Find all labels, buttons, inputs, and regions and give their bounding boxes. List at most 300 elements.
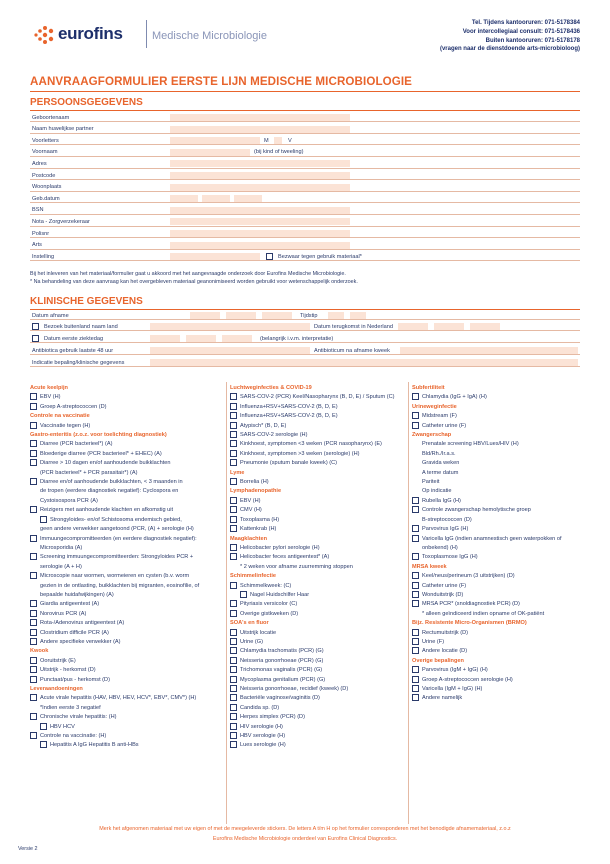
indicatie-input[interactable] — [150, 359, 578, 366]
personal-field-input[interactable] — [170, 218, 350, 225]
check-option[interactable] — [230, 657, 406, 666]
personal-field-input[interactable] — [170, 114, 350, 121]
check-option[interactable] — [230, 431, 406, 440]
check-option[interactable] — [230, 412, 406, 421]
sub-checkbox[interactable] — [40, 741, 47, 748]
option-label: Chlamydia (IgG + IgA) (H) — [422, 394, 487, 401]
personal-field-row — [30, 194, 580, 203]
option-label: Catheter urine (F) — [422, 582, 467, 589]
option-checkbox[interactable] — [412, 685, 419, 692]
sub-option[interactable] — [30, 723, 222, 732]
check-option[interactable] — [230, 582, 406, 591]
tijdstip-hh[interactable] — [328, 312, 344, 319]
option-label: Neisseria gonorrhoeae, recidief (kweek) (D) — [240, 686, 349, 692]
group-heading: Lymphadenopathie — [230, 488, 282, 495]
personal-field-row — [30, 206, 580, 215]
check-option[interactable] — [30, 694, 222, 703]
option-checkbox[interactable] — [412, 647, 419, 654]
personal-field-row — [30, 159, 580, 168]
terug-mm[interactable] — [434, 323, 464, 330]
check-option[interactable] — [412, 582, 580, 591]
option-checkbox[interactable] — [230, 610, 237, 617]
check-option[interactable] — [230, 440, 406, 449]
column-middle — [230, 384, 406, 751]
column-divider — [226, 382, 227, 824]
option-checkbox[interactable] — [230, 478, 237, 485]
check-option[interactable] — [30, 732, 222, 741]
personal-field-label: Polisnr — [32, 230, 50, 237]
option-checkbox[interactable] — [230, 657, 237, 664]
bezwaar-checkbox[interactable] — [266, 253, 273, 260]
option-label: Urine (F) — [422, 638, 445, 645]
contact-line: Buiten kantooruren: 071-5178178 — [485, 37, 580, 44]
option-label: MRSA PCR* (snoldiagnostiek PCR) (D) — [422, 601, 520, 608]
option-checkbox[interactable] — [412, 600, 419, 607]
option-checkbox[interactable] — [30, 732, 37, 739]
option-label: Helicobacter pylori serologie (H) — [240, 544, 320, 551]
ziektedag-mm[interactable] — [186, 335, 216, 342]
datum-afname-dd[interactable] — [190, 312, 220, 319]
option-continuation: * alleen geïndiceerd indien opname of OK-patiënt — [422, 610, 545, 617]
option-label: Andere namelijk — [422, 695, 463, 702]
option-checkbox[interactable] — [412, 535, 419, 542]
check-option[interactable] — [230, 638, 406, 647]
option-checkbox[interactable] — [30, 553, 37, 560]
option-checkbox[interactable] — [412, 591, 419, 598]
option-checkbox[interactable] — [412, 629, 419, 636]
check-option[interactable] — [230, 450, 406, 459]
option-label: Diarree en/of aanhoudende buikklachten, < 3 maanden in — [40, 479, 183, 486]
row-antibiotica — [30, 346, 580, 355]
twin-note: (bij kind of tweeling) — [254, 149, 304, 156]
option-label: Chronische virale hepatitis: (H) — [40, 714, 117, 721]
option-checkbox[interactable] — [412, 638, 419, 645]
option-checkbox[interactable] — [230, 440, 237, 447]
antibioticum-input[interactable] — [400, 347, 578, 354]
option-checkbox[interactable] — [30, 440, 37, 447]
gender-m-box[interactable] — [274, 137, 282, 144]
datum-afname-yy[interactable] — [262, 312, 292, 319]
group-heading: Luchtweginfecties & COVID-19 — [230, 385, 312, 391]
check-option[interactable] — [230, 600, 406, 609]
option-label: Trichomonas vaginalis (PCR) (G) — [240, 667, 323, 674]
option-label: Bacteriële vaginose/vaginitis (D) — [240, 695, 320, 702]
option-label: Uitstrijk - herkomst (D) — [40, 667, 96, 674]
tijdstip-label: Tijdstip — [300, 312, 318, 319]
option-label: Andere specifieke verwekker (A) — [40, 638, 121, 645]
option-continuation: * 2 weken voor afname zuurremming stoppen — [240, 563, 353, 570]
option-checkbox[interactable] — [30, 478, 37, 485]
belangrijk-note: (belangrijk i.v.m. interpretatie) — [260, 335, 334, 342]
option-label: Midstream (F) — [422, 413, 457, 420]
brand-name: eurofins — [58, 24, 123, 43]
group-heading: Gastro-enteritis (z.o.z. voor toelichting diagnostiek) — [30, 432, 167, 439]
option-continuation: Microsporidia (A) — [40, 544, 83, 551]
personal-field-input[interactable] — [170, 172, 350, 179]
option-label: Lues serologie (H) — [240, 742, 286, 749]
section-clinical-heading: KLINISCHE GEGEVENS — [30, 296, 143, 307]
check-option[interactable] — [30, 393, 222, 402]
check-option[interactable] — [412, 506, 580, 515]
personal-field-input[interactable] — [170, 242, 350, 249]
check-option[interactable] — [30, 657, 222, 666]
footer — [0, 824, 610, 844]
option-label: Mycoplasma genitalium (PCR) (G) — [240, 676, 326, 683]
option-label: CMV (H) — [240, 507, 262, 514]
check-option[interactable] — [30, 619, 222, 628]
option-continuation: geen andere verwekker aangetoond (PCR, (A) + serologie (H) — [40, 526, 194, 533]
check-option[interactable] — [30, 422, 222, 431]
check-option[interactable] — [230, 516, 406, 525]
personal-field-label: Arts — [32, 242, 42, 249]
column-left — [30, 384, 222, 751]
personal-field-input[interactable] — [170, 207, 350, 214]
option-checkbox[interactable] — [230, 666, 237, 673]
group-heading: Controle na vaccinatie — [30, 413, 90, 420]
check-option[interactable] — [412, 393, 580, 402]
option-checkbox[interactable] — [30, 422, 37, 429]
option-label: Rectumuitstrijk (D) — [422, 629, 468, 636]
consent-block — [30, 270, 580, 286]
ziektedag-label: Datum eerste ziektedag — [44, 335, 104, 342]
option-checkbox[interactable] — [412, 666, 419, 673]
geb-dd[interactable] — [170, 195, 198, 202]
check-option[interactable] — [230, 506, 406, 515]
check-option[interactable] — [30, 572, 222, 581]
option-label: Groep A-streptococcen (D) — [40, 403, 107, 410]
check-option[interactable] — [230, 610, 406, 619]
option-checkbox[interactable] — [412, 553, 419, 560]
column-divider — [408, 382, 409, 824]
antibiotica-input[interactable] — [150, 347, 310, 354]
personal-field-input[interactable] — [170, 160, 350, 167]
option-checkbox[interactable] — [230, 713, 237, 720]
check-option[interactable] — [30, 629, 222, 638]
check-option[interactable] — [412, 412, 580, 421]
check-option[interactable] — [30, 676, 222, 685]
check-option[interactable] — [30, 713, 222, 722]
option-checkbox[interactable] — [30, 610, 37, 617]
option-checkbox[interactable] — [412, 393, 419, 400]
option-continuation: Gravida weken — [422, 460, 460, 467]
eurofins-dots-icon — [32, 25, 56, 45]
check-option[interactable] — [230, 422, 406, 431]
check-option[interactable] — [412, 694, 580, 703]
personal-field-row — [30, 171, 580, 180]
option-label: Influenza+RSV+SARS-COV-2 (B, D, E) — [240, 403, 338, 410]
sub-option[interactable] — [30, 516, 222, 525]
sub-option[interactable] — [230, 591, 406, 600]
row-ziektedag — [30, 334, 580, 343]
personal-field-input[interactable] — [170, 230, 350, 237]
check-option[interactable] — [412, 676, 580, 685]
option-label: Kinkhoest, symptomen <3 weken (PCR nasopharynx) (E) — [240, 441, 382, 448]
check-option[interactable] — [230, 629, 406, 638]
group-heading: SOA's en fluor — [230, 620, 269, 627]
sub-checkbox[interactable] — [240, 591, 247, 598]
option-checkbox[interactable] — [30, 638, 37, 645]
check-option[interactable] — [230, 459, 406, 468]
check-option[interactable] — [412, 553, 580, 562]
option-checkbox[interactable] — [230, 723, 237, 730]
row-bezoek — [30, 322, 580, 331]
check-option[interactable] — [412, 572, 580, 581]
voornaam-input[interactable] — [170, 149, 250, 156]
check-option[interactable] — [30, 553, 222, 562]
option-checkbox[interactable] — [230, 694, 237, 701]
personal-field-input[interactable] — [170, 184, 350, 191]
option-continuation: Cystoisospora PCR (A) — [40, 497, 98, 504]
check-option[interactable] — [230, 676, 406, 685]
option-checkbox[interactable] — [30, 676, 37, 683]
option-checkbox[interactable] — [230, 544, 237, 551]
group-heading: Zwangerschap — [412, 432, 452, 439]
personal-field-label: Instelling — [32, 253, 55, 260]
option-checkbox[interactable] — [30, 619, 37, 626]
option-label: Norovirus PCR (A) — [40, 610, 87, 617]
group-heading: Bijz. Resistente Micro-Organismen (BRMO) — [412, 620, 527, 627]
check-option[interactable] — [412, 497, 580, 506]
personal-field-label: BSN — [32, 207, 44, 214]
check-option[interactable] — [230, 723, 406, 732]
group-heading: Maagklachten — [230, 535, 267, 542]
check-option[interactable] — [412, 600, 580, 609]
instelling-input[interactable] — [170, 253, 260, 260]
ziektedag-checkbox[interactable] — [32, 335, 39, 342]
option-label: EBV (H) — [40, 394, 61, 401]
gender-m-label: M — [264, 137, 269, 144]
check-option[interactable] — [230, 685, 406, 694]
check-option[interactable] — [230, 403, 406, 412]
section-personal-heading: PERSOONSGEGEVENS — [30, 97, 143, 108]
datum-afname-mm[interactable] — [226, 312, 256, 319]
indicatie-label: Indicatie bepaling/klinische gegevens — [32, 359, 125, 366]
check-option[interactable] — [230, 497, 406, 506]
option-label: Diarree (PCR bacterieel*) (A) — [40, 441, 113, 448]
option-checkbox[interactable] — [230, 704, 237, 711]
option-label: Schimmelkweek: (C) — [240, 582, 292, 589]
option-checkbox[interactable] — [412, 506, 419, 513]
check-option[interactable] — [30, 610, 222, 619]
check-option[interactable] — [412, 525, 580, 534]
option-checkbox[interactable] — [230, 676, 237, 683]
option-checkbox[interactable] — [230, 412, 237, 419]
check-option[interactable] — [412, 647, 580, 656]
check-option[interactable] — [230, 704, 406, 713]
geb-mm[interactable] — [202, 195, 230, 202]
group-heading: Urineweginfectie — [412, 403, 457, 410]
option-checkbox[interactable] — [412, 412, 419, 419]
personal-field-row — [30, 136, 580, 145]
check-option[interactable] — [30, 450, 222, 459]
check-option[interactable] — [30, 403, 222, 412]
option-label: Herpes simplex (PCR) (D) — [240, 714, 305, 721]
terug-dd[interactable] — [398, 323, 428, 330]
option-checkbox[interactable] — [230, 403, 237, 410]
option-label: SARS-COV-2 (PCR) Keel/Nasopharynx (B, D, E) / Sputum (C) — [240, 394, 395, 401]
personal-field-label: Postcode — [32, 172, 56, 179]
option-label: Bloederige diarree (PCR bacterieel* + EHEC) (A) — [40, 450, 162, 457]
check-option[interactable] — [230, 713, 406, 722]
option-label: Borrelia (H) — [240, 479, 269, 486]
check-option[interactable] — [230, 732, 406, 741]
brand-subtitle: Medische Microbiologie — [152, 30, 267, 42]
option-checkbox[interactable] — [230, 741, 237, 748]
option-checkbox[interactable] — [30, 713, 37, 720]
option-checkbox[interactable] — [230, 647, 237, 654]
check-option[interactable] — [30, 478, 222, 487]
check-option[interactable] — [230, 553, 406, 562]
option-label: Clostridium difficile PCR (A) — [40, 629, 109, 636]
option-continuation: A terme datum — [422, 469, 459, 476]
option-label: Influenza+RSV+SARS-COV-2 (B, D, E) — [240, 413, 338, 420]
check-option[interactable] — [230, 666, 406, 675]
bezoek-land-input[interactable] — [150, 323, 310, 330]
check-option[interactable] — [30, 440, 222, 449]
option-checkbox[interactable] — [230, 422, 237, 429]
option-checkbox[interactable] — [230, 732, 237, 739]
contact-note: (vragen naar de dienstdoende arts-microbioloog) — [439, 46, 580, 53]
check-option[interactable] — [412, 591, 580, 600]
option-label: Toxoplasma (H) — [240, 516, 280, 523]
ziektedag-yy[interactable] — [222, 335, 252, 342]
personal-field-row — [30, 252, 580, 261]
option-continuation: Op indicatie — [422, 488, 452, 495]
check-option[interactable] — [412, 638, 580, 647]
bezoek-checkbox[interactable] — [32, 323, 39, 330]
check-option[interactable] — [30, 638, 222, 647]
section-rule — [30, 110, 580, 111]
option-checkbox[interactable] — [230, 516, 237, 523]
option-checkbox[interactable] — [412, 676, 419, 683]
option-checkbox[interactable] — [412, 525, 419, 532]
option-checkbox[interactable] — [230, 582, 237, 589]
option-checkbox[interactable] — [230, 459, 237, 466]
option-label: Vaccinatie tegen (H) — [40, 422, 91, 429]
option-checkbox[interactable] — [30, 506, 37, 513]
option-checkbox[interactable] — [230, 506, 237, 513]
sub-checkbox[interactable] — [40, 516, 47, 523]
terug-yy[interactable] — [470, 323, 500, 330]
option-label: Atypisch* (B, D, E) — [240, 422, 287, 429]
contact-info — [440, 19, 580, 54]
ziektedag-dd[interactable] — [150, 335, 180, 342]
check-option[interactable] — [30, 600, 222, 609]
consent-text: Bij het inleveren van het materiaal/formulier gaat u akkoord met het aangevraagde onderzoek door Eurofins Medische Microbiologie. — [30, 271, 346, 277]
option-checkbox[interactable] — [230, 525, 237, 532]
option-continuation: Pariteit — [422, 479, 440, 486]
bezoek-label: Bezoek buitenland naam land — [44, 323, 118, 330]
option-checkbox[interactable] — [230, 393, 237, 400]
personal-field-label: Geboortenaam — [32, 114, 70, 121]
option-checkbox[interactable] — [230, 629, 237, 636]
check-option[interactable] — [412, 685, 580, 694]
check-option[interactable] — [412, 666, 580, 675]
check-option[interactable] — [230, 647, 406, 656]
contact-line: Tel. Tijdens kantooruren: 071-5178384 — [471, 20, 580, 26]
option-checkbox[interactable] — [30, 572, 37, 579]
option-checkbox[interactable] — [30, 629, 37, 636]
check-option[interactable] — [230, 525, 406, 534]
personal-field-row — [30, 217, 580, 226]
option-checkbox[interactable] — [230, 553, 237, 560]
option-checkbox[interactable] — [30, 694, 37, 701]
check-option[interactable] — [412, 422, 580, 431]
personal-field-label: Adres — [32, 160, 47, 167]
geb-yy[interactable] — [234, 195, 262, 202]
option-checkbox[interactable] — [230, 600, 237, 607]
check-option[interactable] — [30, 666, 222, 675]
sub-option-label: Hepatitis A IgG Hepatitis B anti-HBs — [50, 742, 139, 749]
check-option[interactable] — [412, 629, 580, 638]
option-checkbox[interactable] — [30, 600, 37, 607]
option-checkbox[interactable] — [412, 582, 419, 589]
check-option[interactable] — [30, 459, 222, 468]
option-label: Catheter urine (F) — [422, 422, 467, 429]
option-label: Parvovirus IgG (H) — [422, 526, 469, 533]
datum-afname-label: Datum afname — [32, 312, 69, 319]
option-label: Parvovirus (IgM + IgG) (H) — [422, 667, 488, 674]
option-label: HIV serologie (H) — [240, 723, 283, 730]
option-label: Wonduitstrijk (D) — [422, 591, 464, 598]
check-option[interactable] — [230, 694, 406, 703]
option-checkbox[interactable] — [412, 497, 419, 504]
check-option[interactable] — [230, 741, 406, 750]
option-continuation: bepaalde huidafwijkingen) (A) — [40, 591, 114, 598]
sub-option-label: Strongyloides- en/of Schistosoma endemisch gebied, — [50, 516, 182, 523]
option-checkbox[interactable] — [230, 450, 237, 457]
tijdstip-mm[interactable] — [350, 312, 366, 319]
option-checkbox[interactable] — [412, 422, 419, 429]
check-option[interactable] — [412, 535, 580, 544]
check-option[interactable] — [230, 478, 406, 487]
option-checkbox[interactable] — [30, 403, 37, 410]
option-label: HBV serologie (H) — [240, 733, 286, 740]
option-label: Rubella IgG (H) — [422, 497, 461, 504]
option-label: EBV (H) — [240, 497, 261, 504]
group-heading: Acute keelpijn — [30, 385, 68, 391]
option-checkbox[interactable] — [30, 459, 37, 466]
option-checkbox[interactable] — [30, 450, 37, 457]
group-heading: Kwook — [30, 648, 49, 655]
option-checkbox[interactable] — [230, 685, 237, 692]
option-checkbox[interactable] — [230, 638, 237, 645]
check-option[interactable] — [30, 506, 222, 515]
option-label: Kattenkrab (H) — [240, 526, 277, 533]
option-checkbox[interactable] — [412, 572, 419, 579]
option-checkbox[interactable] — [30, 657, 37, 664]
option-checkbox[interactable] — [30, 393, 37, 400]
sub-checkbox[interactable] — [40, 723, 47, 730]
check-option[interactable] — [30, 535, 222, 544]
check-option[interactable] — [230, 544, 406, 553]
check-option[interactable] — [230, 393, 406, 402]
option-checkbox[interactable] — [230, 431, 237, 438]
option-checkbox[interactable] — [412, 694, 419, 701]
row-indicatie — [30, 358, 580, 367]
option-checkbox[interactable] — [230, 497, 237, 504]
personal-field-input[interactable] — [170, 126, 350, 133]
antibioticum-label: Antibioticum na afname kweek — [314, 347, 390, 354]
row-datum-afname — [30, 311, 580, 320]
option-label: Controle zwangerschap hemolytische groep — [422, 507, 531, 514]
voorletters-input[interactable] — [170, 137, 260, 144]
option-label: Varicella (IgM + IgG) (H) — [422, 686, 483, 692]
option-checkbox[interactable] — [30, 666, 37, 673]
option-checkbox[interactable] — [30, 535, 37, 542]
option-continuation: (PCR bacterieel* + PCR parasitair*) (A) — [40, 469, 138, 476]
sub-option[interactable] — [30, 741, 222, 750]
